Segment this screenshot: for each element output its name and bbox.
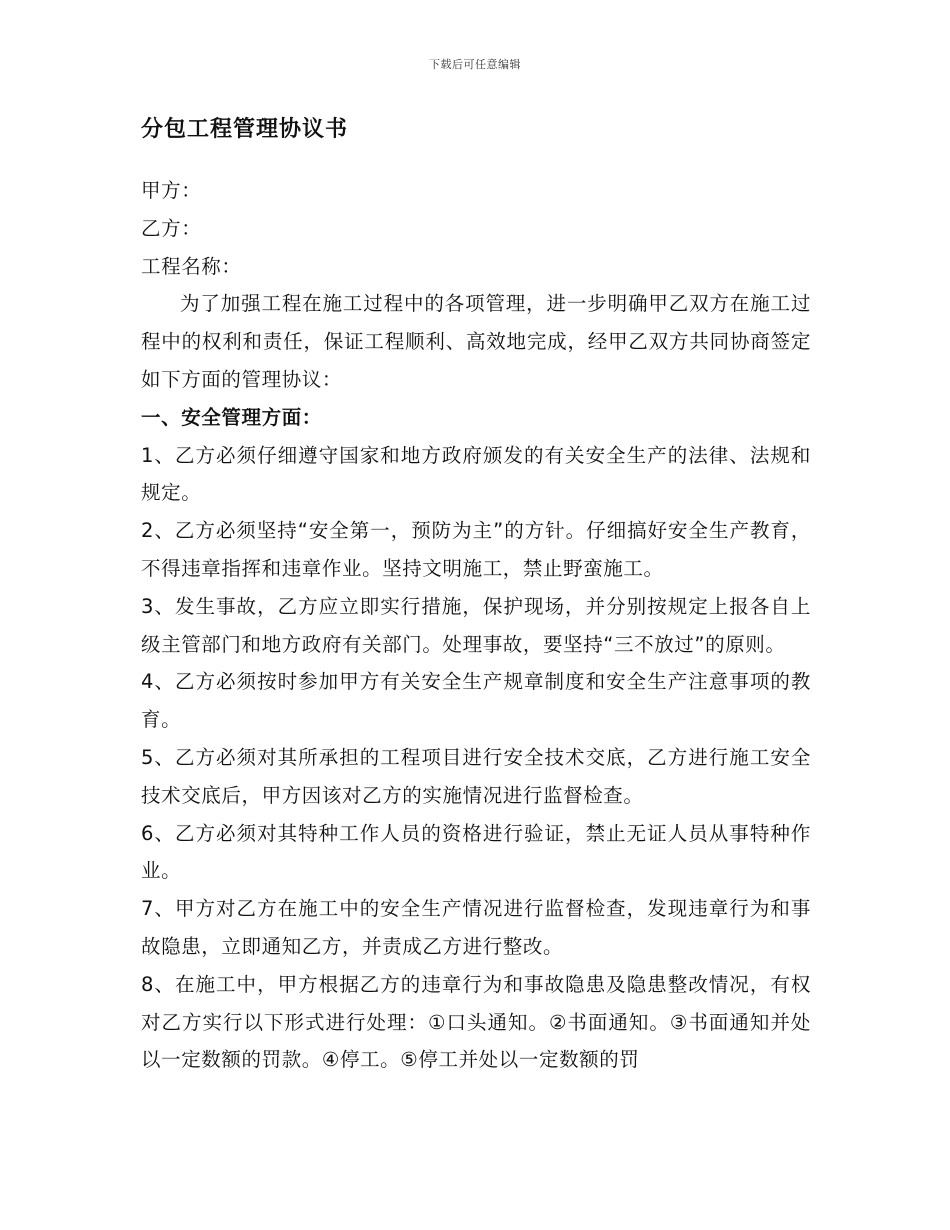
clause-item: 2、乙方必须坚持“安全第一，预防为主”的方针。仔细搞好安全生产教育，不得违章指挥和违章作业。坚持文明施工，禁止野蛮施工。 — [141, 519, 811, 580]
clause-item: 6、乙方必须对其特种工作人员的资格进行验证，禁止无证人员从事特种作业。 — [141, 821, 811, 883]
clause-item: 8、在施工中，甲方根据乙方的违章行为和事故隐患及隐患整改情况，有权对乙方实行以下形式进行处理：①口头通知。②书面通知。③书面通知并处以一定数额的罚款。④停工。⑤停工并处以一定数额的罚 — [141, 972, 811, 1072]
header-note: 下载后可任意编辑 — [429, 58, 521, 71]
document-body — [141, 172, 811, 1079]
intro-paragraph: 为了加强工程在施工过程中的各项管理，进一步明确甲乙双方在施工过程中的权利和责任，保证工程顺利、高效地完成，经甲乙双方共同协商签定如下方面的管理协议： — [141, 292, 811, 391]
party-a-field: 甲方： — [141, 179, 202, 202]
project-name-field: 工程名称： — [141, 254, 242, 278]
clause-item: 3、发生事故，乙方应立即实行措施，保护现场，并分别按规定上报各自上级主管部门和地方政府有关部门。处理事故，要坚持“三不放过”的原则。 — [141, 594, 811, 656]
clause-item: 4、乙方必须按时参加甲方有关安全生产规章制度和安全生产注意事项的教育。 — [141, 670, 811, 732]
clause-item: 5、乙方必须对其所承担的工程项目进行安全技术交底，乙方进行施工安全技术交底后，甲方因该对乙方的实施情况进行监督检查。 — [141, 745, 811, 807]
clause-item: 7、甲方对乙方在施工中的安全生产情况进行监督检查，发现违章行为和事故隐患，立即通知乙方，并责成乙方进行整改。 — [141, 897, 811, 958]
section-heading-safety: 一、安全管理方面： — [141, 405, 322, 429]
party-b-field: 乙方： — [141, 216, 202, 240]
document-title: 分包工程管理协议书 — [141, 117, 349, 142]
clause-item: 1、乙方必须仔细遵守国家和地方政府颁发的有关安全生产的法律、法规和规定。 — [141, 443, 811, 505]
